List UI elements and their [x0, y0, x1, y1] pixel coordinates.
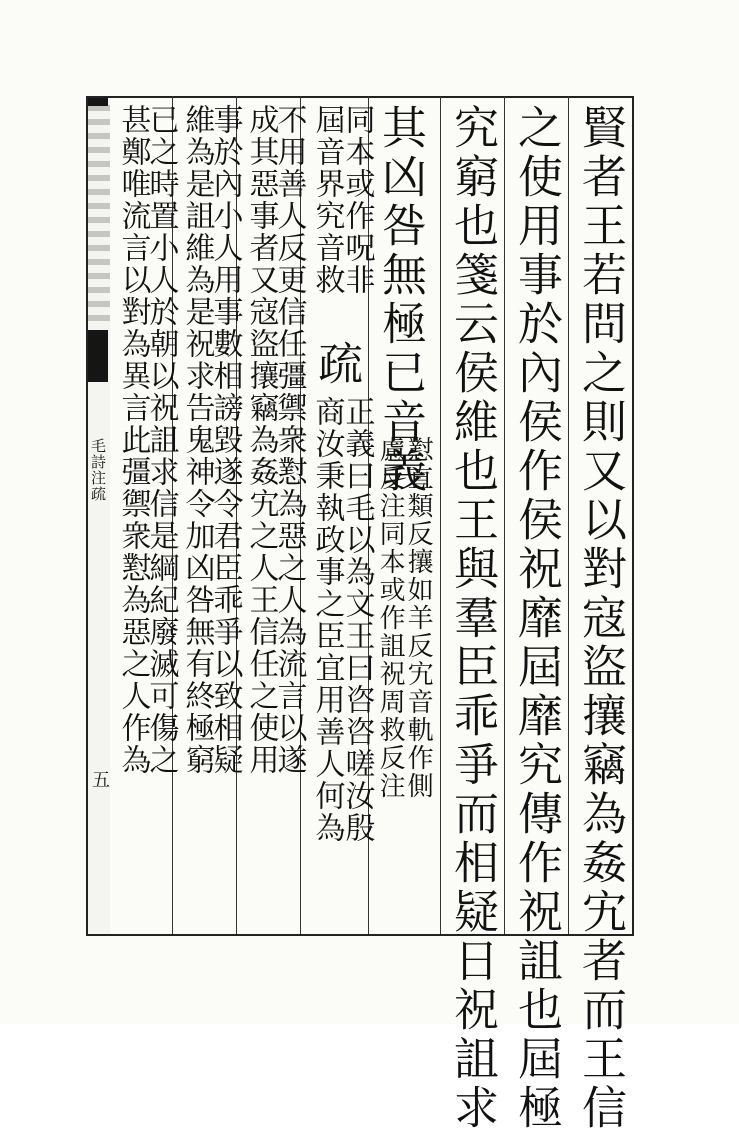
- commentary-line-j: 維為是詛維為是祝求告鬼神令加凶咎無有終極窮: [179, 104, 215, 776]
- commentary-line-a: 懟直類反攘如羊反宄音軌作側: [403, 436, 434, 800]
- text-column-3: 究窮也箋云侯維也王與羣臣乖爭而相疑日祝詛求: [446, 104, 499, 1133]
- text-column-1: 賢者王若問之則又以對寇盜攘竊為姦宄者而王信: [574, 104, 627, 1133]
- commentary-line-b: 慮反注同本或作詛祝周救反注: [375, 436, 406, 800]
- column-separator: [440, 96, 441, 934]
- text-column-4-main: 其凶咎無極已音義: [374, 104, 427, 496]
- commentary-line-c: 同本或作呪非: [339, 104, 375, 296]
- banxin-title: 毛詩注疏: [89, 438, 107, 502]
- commentary-line-i: 事於內小人用事數相謗毀遂令君臣乖爭以致相疑: [207, 104, 243, 776]
- frame-top-line: [86, 96, 634, 98]
- frame-right-line: [632, 96, 634, 936]
- ink-stain: [88, 105, 110, 325]
- commentary-line-d: 屆音界究音救: [309, 104, 345, 296]
- commentary-line-k: 已之時置小人於朝以祝詛求信是綱紀廢滅可傷之: [143, 104, 179, 776]
- shu-marker: 疏: [310, 340, 363, 389]
- column-separator: [504, 96, 505, 934]
- fishtail-mark: [88, 330, 108, 382]
- frame-left-line: [86, 96, 88, 936]
- column-separator: [568, 96, 569, 934]
- banxin-page-number: 五: [89, 770, 110, 788]
- commentary-line-f: 商汝秉執政事之臣宜用善人何為: [309, 396, 345, 844]
- commentary-line-h: 成其惡事者又寇盜攘竊為姦宄之人王信任之使用: [243, 104, 279, 776]
- commentary-line-l: 甚鄭唯流言以對為異言此彊禦衆懟為惡之人作為: [115, 104, 151, 776]
- commentary-line-g: 不用善人反更信任彊禦衆懟為惡之人為流言以遂: [271, 104, 307, 776]
- text-column-2: 之使用事於內侯作侯祝靡屆靡究傳作祝詛也屆極: [510, 104, 563, 1133]
- commentary-line-e: 正義曰毛以為文王曰咨咨嗟汝殷: [339, 396, 375, 844]
